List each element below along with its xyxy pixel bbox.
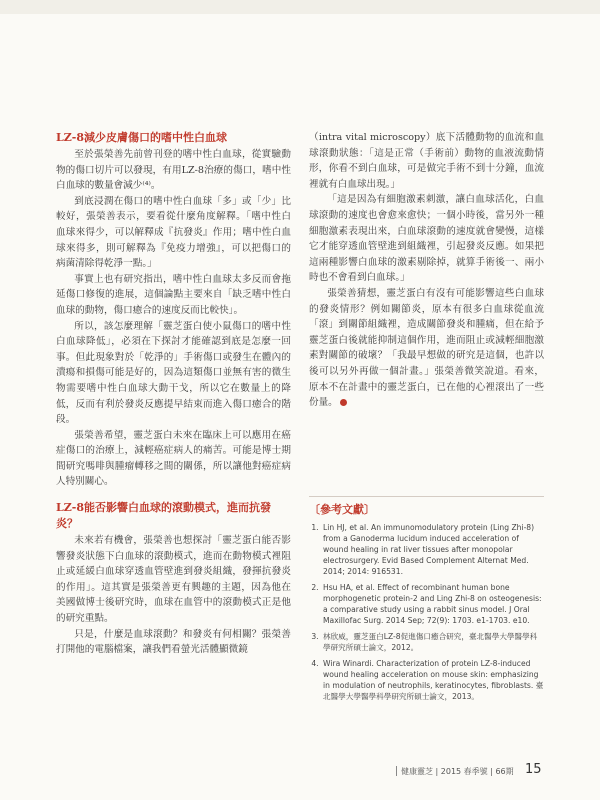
paragraph-last (309, 286, 544, 411)
end-mark-icon (340, 399, 347, 406)
page-number: 15 (525, 762, 542, 777)
references-section (309, 496, 544, 749)
paragraph-text: 張榮善猜想，靈芝蛋白有沒有可能影響這些白血球的發炎情形？例如關節炎，原本有很多白血球從血流「滾」到關節組織裡，造成關節發炎和腫痛，但在給予靈芝蛋白後就能抑制這個作用，進而阻止或減輕細胞激素對關節的破壞？「我最早想做的研究是這個，也許以後可以另外再做一個計畫。」張榮善微笑說道。看來，原本不在計畫中的靈芝蛋白，已在他的心裡滾出了一些份量。 (309, 287, 544, 409)
paragraph: 張榮善希望，靈芝蛋白未來在臨床上可以應用在癌症傷口的治療上，減輕癌症病人的痛苦。可能是博士期間研究嗎啡與腫瘤轉移之間的關係，所以讓他對癌症病人特別關心。 (56, 429, 291, 488)
reference-item: 4. Wira Winardi. Characterization of protein LZ-8-induced wound healing acceleration on mouse skin: emphasizing in modulation of neutrophils, keratinocytes, fibroblasts. 臺北醫學大學醫學科學研究所碩士論文，2013。 (321, 658, 544, 702)
right-column (309, 130, 544, 411)
paragraph-continued: （intra vital microscopy）底下活體動物的血流和血球滾動狀態：「這是正常（手術前）動物的血液流動情形，你看不到白血球，可是做完手術不到十分鐘，血流裡就有白血球出現。」 (309, 132, 544, 190)
reference-item: 2. Hsu HA, et al. Effect of recombinant human bone morphogenetic protein-2 and Ling Zhi-8 on osteogenesis: a comparative study using a rabbit sinus model. J Oral Maxillofac Surg. 2014 Sep; 72(9): 1703. e1-1703. e10. (321, 582, 544, 626)
paragraph: 所以，該怎麼理解「靈芝蛋白使小鼠傷口的嗜中性白血球降低」，必須在下探討才能確認到底是怎麼一回事。但此現象對於「乾淨的」手術傷口或發生在體內的潰瘍和損傷可能是好的，因為這類傷口並無有害的微生物需要嗜中性白血球大動干戈，所以它在數量上的降低，反而有利於發炎反應提早結束而進入傷口癒合的階段。 (56, 320, 291, 426)
article-body (56, 130, 544, 720)
references-title: 〔參考文獻〕 (309, 503, 375, 516)
top-edge-band (0, 0, 600, 14)
section-heading-neutrophil: LZ-8減少皮膚傷口的嗜中性白血球 (56, 131, 227, 144)
reference-item: 3. 林欣威，靈芝蛋白LZ-8促進傷口癒合研究，臺北醫學大學醫學科學研究所碩士論文，2012。 (321, 631, 544, 653)
page-footer (0, 762, 600, 782)
section-heading-rolling: LZ-8能否影響白血球的滾動模式，進而抗發炎？ (56, 501, 271, 531)
left-column (56, 130, 291, 658)
reference-item: 1. Lin HJ, et al. An immunomodulatory protein (Ling Zhi-8) from a Ganoderma lucidum induced acceleration of wound healing in rat liver tissues after monopolar electrosurgery. Evid Based Complement Alternat Med. 2014; 2014: 916531. (321, 522, 544, 577)
paragraph: 到底浸潤在傷口的嗜中性白血球「多」或「少」比較好，張榮善表示，要看從什麼角度解釋。「嗜中性白血球來得少，可以解釋成『抗發炎』作用；嗜中性白血球來得多，則可解釋為『免疫力增強』，可以把傷口的病菌清除得乾淨一點。」 (56, 195, 291, 270)
paragraph: 「這是因為有細胞激素刺激，讓白血球活化，白血球滾動的速度也會愈來愈快；一個小時後，當另外一種細胞激素表現出來，白血球滾動的速度就會變慢，這樣它才能穿透血管壁進到組織裡，引起發炎反應。如果把這兩種影響白血球的激素剔除掉，就算手術後一、兩小時也不會看到白血球。」 (309, 194, 544, 284)
paragraph: 至於張榮善先前曾刊登的嗜中性白血球，從實驗動物的傷口切片可以發現，有用LZ-8治療的傷口，嗜中性白血球的數量會減少⁽⁴⁾。 (56, 149, 291, 192)
references-list (309, 522, 544, 702)
paragraph: 事實上也有研究指出，嗜中性白血球太多反而會拖延傷口修復的進展，這個論點主要來自「缺乏嗜中性白血球的動物，傷口癒合的速度反而比較快」。 (56, 273, 291, 316)
footer-divider (396, 766, 397, 776)
footer-label: 健康靈芝 | 2015 春季號 | 66期 (401, 767, 514, 776)
paragraph: 只是，什麼是血球滾動？和發炎有何相關？張榮善打開他的電腦檔案，讓我們看螢光活體顯微鏡 (56, 628, 291, 656)
paragraph: 未來若有機會，張榮善也想探討「靈芝蛋白能否影響發炎狀態下白血球的滾動模式，進而在動物模式裡阻止或延緩白血球穿透血管壁進到發炎組織，發揮抗發炎的作用」。這其實是張榮善更有興趣的主題，因為他在美國做博士後研究時，血球在血管中的滾動模式正是他的研究重點。 (56, 535, 291, 625)
